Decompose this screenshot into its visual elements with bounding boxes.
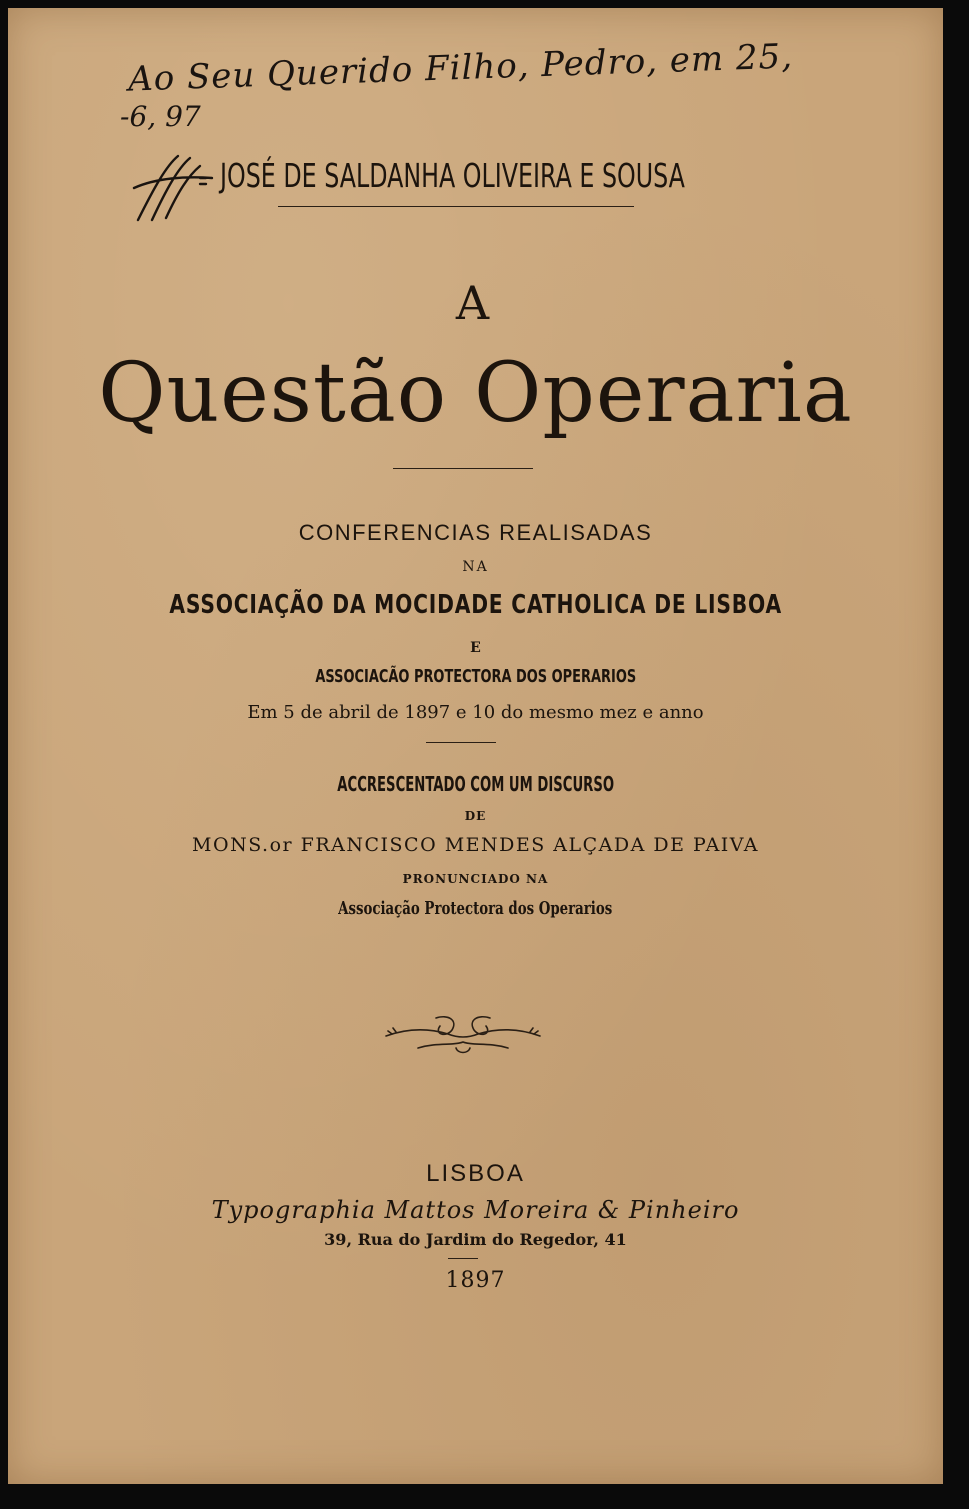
addendum-de: DE: [464, 809, 487, 823]
addendum-venue: [8, 898, 943, 919]
association-youth-text: ASSOCIAÇÃO DA MOCIDADE CATHOLICA DE LISBOA: [169, 590, 782, 620]
author-underline: [278, 206, 634, 207]
imprint-year: 1897: [445, 1268, 506, 1293]
handwritten-date: -6, 97: [120, 100, 201, 133]
imprint-printer: Typographia Mattos Moreira & Pinheiro: [211, 1196, 740, 1224]
handwritten-dedication: Ao Seu Querido Filho, Pedro, em 25,: [127, 36, 794, 100]
addendum-heading: [8, 772, 943, 796]
ornament-flourish: [378, 1008, 548, 1058]
subtitle-association-workers: [8, 666, 943, 687]
subtitle-association-youth: [8, 590, 943, 620]
dates-rule: [426, 742, 496, 743]
title-rule: [393, 468, 533, 469]
venue-text: Associação Protectora dos Operarios: [338, 898, 613, 919]
book-title: Questão Operaria: [98, 346, 853, 441]
subtitle-conferences: CONFERENCIAS REALISADAS: [298, 520, 653, 545]
imprint-rule: [448, 1258, 478, 1259]
subtitle-and: E: [470, 640, 481, 656]
subtitle-na: NA: [462, 559, 489, 575]
addendum-pronounced: PRONUNCIADO NA: [402, 872, 549, 886]
addendum-heading-text: ACCRESCENTADO COM UM DISCURSO: [337, 772, 614, 796]
imprint-city: LISBOA: [426, 1160, 525, 1187]
title-page: [8, 8, 943, 1484]
association-workers-text: ASSOCIACÃO PROTECTORA DOS OPERARIOS: [315, 666, 636, 687]
conference-dates: Em 5 de abril de 1897 e 10 do mesmo mez e anno: [247, 702, 704, 723]
title-article: A: [455, 276, 496, 330]
speaker-name: MONS.or FRANCISCO MENDES ALÇADA DE PAIVA: [192, 834, 759, 856]
author-name: JOSÉ DE SALDANHA OLIVEIRA E SOUSA: [220, 156, 685, 195]
handwritten-flourish-mark: [126, 148, 216, 228]
imprint-address: 39, Rua do Jardim do Regedor, 41: [324, 1230, 627, 1249]
